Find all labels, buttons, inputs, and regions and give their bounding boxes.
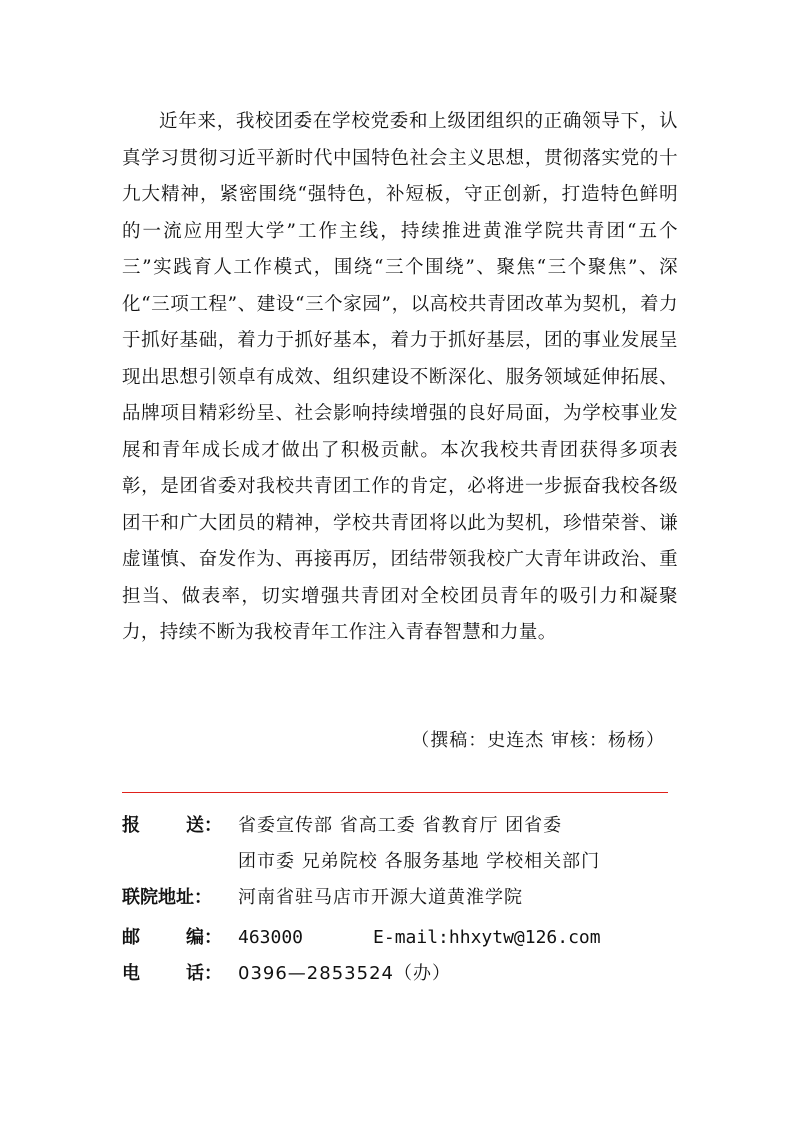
address-value: 河南省驻马店市开源大道黄淮学院 — [238, 887, 523, 908]
postcode-row — [122, 920, 682, 956]
phone-value: 0396—2853524（办） — [238, 963, 451, 984]
distribution-footer — [122, 808, 682, 992]
postcode-value-group — [238, 920, 601, 956]
send-to-row-continued — [122, 844, 682, 880]
phone-row — [122, 956, 682, 992]
red-divider — [122, 792, 668, 793]
postcode-label-end: 编： — [186, 927, 222, 948]
send-to-label-start: 报 — [122, 815, 140, 836]
article-paragraph: 近年来，我校团委在学校党委和上级团组织的正确领导下，认真学习贯彻习近平新时代中国特色社会主义思想，贯彻落实党的十九大精神，紧密围绕“强特色，补短板，守正创新，打造特色鲜明的一流应用型大学”工作主线，持续推进黄淮学院共青团“五个三”实践育人工作模式，围绕“三个围绕”、聚焦“三个聚焦”、深化“三项工程”、建设“三个家园”，以高校共青团改革为契机，着力于抓好基础，着力于抓好基本，着力于抓好基层，团的事业发展呈现出思想引领卓有成效、组织建设不断深化、服务领域延伸拓展、品牌项目精彩纷呈、社会影响持续增强的良好局面，为学校事业发展和青年成长成才做出了积极贡献。本次我校共青团获得多项表彰，是团省委对我校共青团工作的肯定，必将进一步振奋我校各级团干和广大团员的精神，学校共青团将以此为契机，珍惜荣誉、谦虚谨慎、奋发作为、再接再厉，团结带领我校广大青年讲政治、重担当、做表率，切实增强共青团对全校团员青年的吸引力和凝聚力，持续不断为我校青年工作注入青春智慧和力量。 — [122, 111, 678, 643]
send-to-label-end: 送： — [186, 815, 222, 836]
send-to-row — [122, 808, 682, 844]
phone-label-start: 电 — [122, 963, 140, 984]
send-to-recipients-line1: 省委宣传部 省高工委 省教育厅 团省委 — [238, 815, 563, 836]
phone-label-end: 话： — [186, 963, 222, 984]
byline: （撰稿：史连杰 审核：杨杨） — [411, 730, 665, 751]
address-label: 联院地址： — [122, 887, 212, 908]
postcode-label — [122, 920, 222, 956]
send-to-recipients-line2: 团市委 兄弟院校 各服务基地 学校相关部门 — [238, 851, 601, 872]
phone-label — [122, 956, 222, 992]
address-row — [122, 880, 682, 916]
send-to-label — [122, 808, 222, 844]
postcode-value: 463000 — [238, 927, 304, 948]
postcode-label-start: 邮 — [122, 927, 140, 948]
email-link[interactable]: E-mail:hhxytw@126.com — [373, 927, 601, 948]
